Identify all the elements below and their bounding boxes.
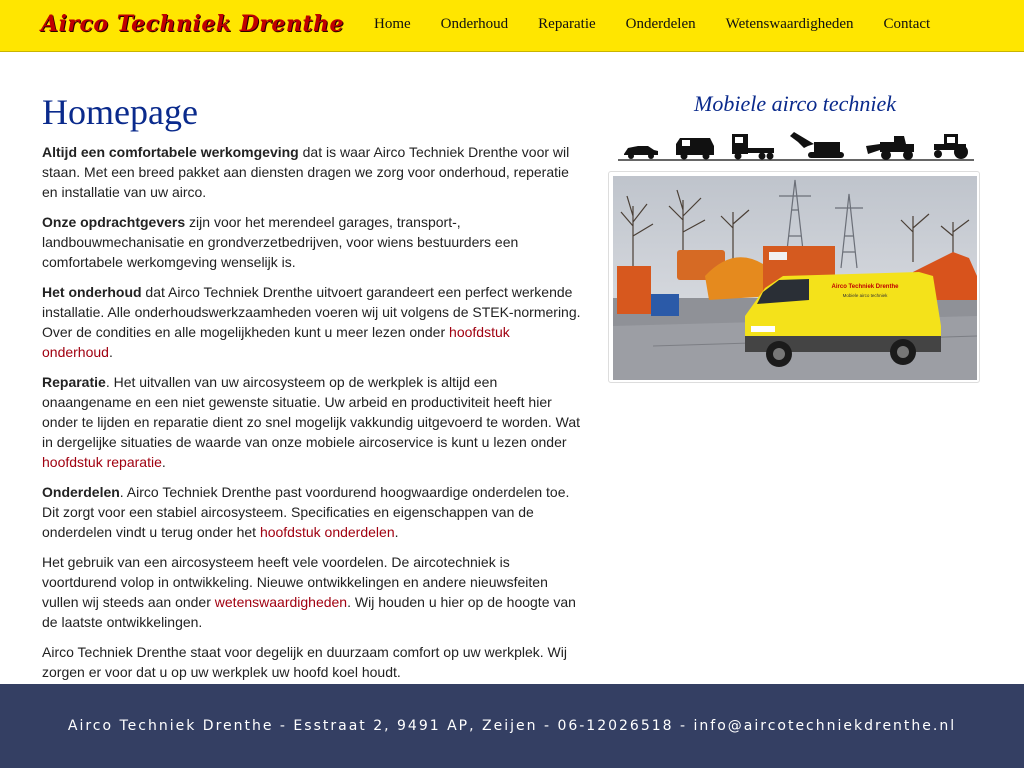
nav-reparatie[interactable]: Reparatie	[538, 16, 596, 32]
repair-end: .	[161, 454, 166, 470]
maintenance-paragraph	[42, 282, 582, 362]
parts-paragraph	[42, 482, 582, 542]
top-navbar	[0, 0, 1024, 52]
car-icon	[624, 146, 658, 159]
nav-onderdelen[interactable]: Onderdelen	[625, 16, 696, 32]
intro-bold: Altijd een comfortabele werkomgeving	[42, 144, 299, 160]
truck-icon	[732, 134, 774, 160]
maintenance-end: .	[108, 344, 113, 360]
link-hoofdstuk-reparatie[interactable]: hoofdstuk reparatie	[42, 454, 162, 470]
maintenance-bold: Het onderhoud	[42, 284, 142, 300]
repair-paragraph	[42, 372, 582, 472]
nav-home[interactable]: Home	[374, 16, 411, 32]
parts-text: . Airco Techniek Drenthe past voordurend hoogwaardige onderdelen toe. Dit zorgt voor een stabiel aircosysteem. Specificaties en eigenschappen van de onderdelen vindt u terug onder het	[42, 484, 570, 540]
link-wetenswaardigheden[interactable]: wetenswaardigheden	[214, 594, 348, 610]
intro-text: dat is waar Airco Techniek Drenthe voor wil staan. Met een breed pakket aan diensten dragen we zorg voor onderhoud, reperatie en installatie van uw airco.	[42, 144, 570, 200]
main-content	[42, 92, 582, 692]
parts-end: .	[394, 524, 399, 540]
page-title: Homepage	[42, 92, 198, 132]
nav-onderhoud[interactable]: Onderhoud	[440, 16, 509, 32]
maintenance-text: dat Airco Techniek Drenthe uitvoert garandeert een perfect werkende installatie. Alle onderhoudswerkzaamheden voeren wij uit volgens de STEK-normering. Over de condities en alle mogelijkheden kunt u meer lezen onder	[42, 284, 581, 340]
service-van-photo	[613, 176, 977, 380]
closing-text: Airco Techniek Drenthe staat voor degelijk en duurzaam comfort op uw werkplek. Wij zorgen er voor dat u op uw werkplek uw hoofd koel houdt.	[42, 644, 567, 680]
repair-bold: Reparatie	[42, 374, 106, 390]
clients-bold: Onze opdrachtgevers	[42, 214, 186, 230]
repair-text: . Het uitvallen van uw aircosysteem op de werkplek is altijd een onaangename en een niet gewenste situatie. Uw arbeid en productiviteit heeft hier onder te lijden en reparatie dient zo snel mogelijk vakkundig uitgevoerd te worden. Wat in dergelijke situaties de waarde van onze mobiele aircoservice is kunt u lezen onder	[42, 374, 581, 450]
main-menu	[374, 16, 930, 33]
van-decal-brand: Airco Techniek Drenthe	[831, 284, 899, 290]
nav-contact[interactable]: Contact	[883, 16, 931, 32]
footer-contact-text: Airco Techniek Drenthe - Esstraat 2, 9491 AP, Zeijen - 06-12026518 - info@aircotechniekdrenthe.nl	[67, 718, 957, 734]
link-hoofdstuk-onderdelen[interactable]: hoofdstuk onderdelen	[259, 524, 395, 540]
sidebar	[608, 90, 982, 298]
van-decal-subtext: Mobiele airco techniek	[842, 293, 888, 298]
nav-wetenswaardigheden[interactable]: Wetenswaardigheden	[725, 16, 854, 32]
van-icon	[676, 138, 714, 160]
tractor-icon	[934, 134, 968, 159]
site-footer	[0, 684, 1024, 768]
vehicle-icons-strip	[618, 128, 974, 162]
wheel-loader-icon	[866, 136, 914, 160]
link-hoofdstuk-onderhoud[interactable]: hoofdstuk onderhoud	[42, 324, 510, 360]
sidebar-title: Mobiele airco techniek	[694, 91, 896, 116]
clients-text: zijn voor het merendeel garages, transport-, landbouwmechanisatie en grondverzetbedrijven, voor wiens bestuurders een comfortabele werkomgeving wenselijk is.	[42, 214, 519, 270]
closing-paragraph	[42, 642, 582, 682]
benefits-paragraph	[42, 552, 582, 632]
benefits-end: . Wij houden u hier op de hoogte van de laatste ontwikkelingen.	[42, 594, 576, 630]
benefits-text: Het gebruik van een aircosysteem heeft vele voordelen. De aircotechniek is voortdurend volop in ontwikkeling. Nieuwe ontwikkelingen en andere nieuwsfeiten vullen wij steeds aan onder	[42, 554, 548, 610]
excavator-icon	[790, 132, 844, 158]
photo-frame	[608, 171, 980, 383]
site-logo[interactable]: Airco Techniek Drenthe	[41, 11, 345, 37]
intro-paragraph	[42, 142, 582, 202]
clients-paragraph	[42, 212, 582, 272]
parts-bold: Onderdelen	[42, 484, 120, 500]
